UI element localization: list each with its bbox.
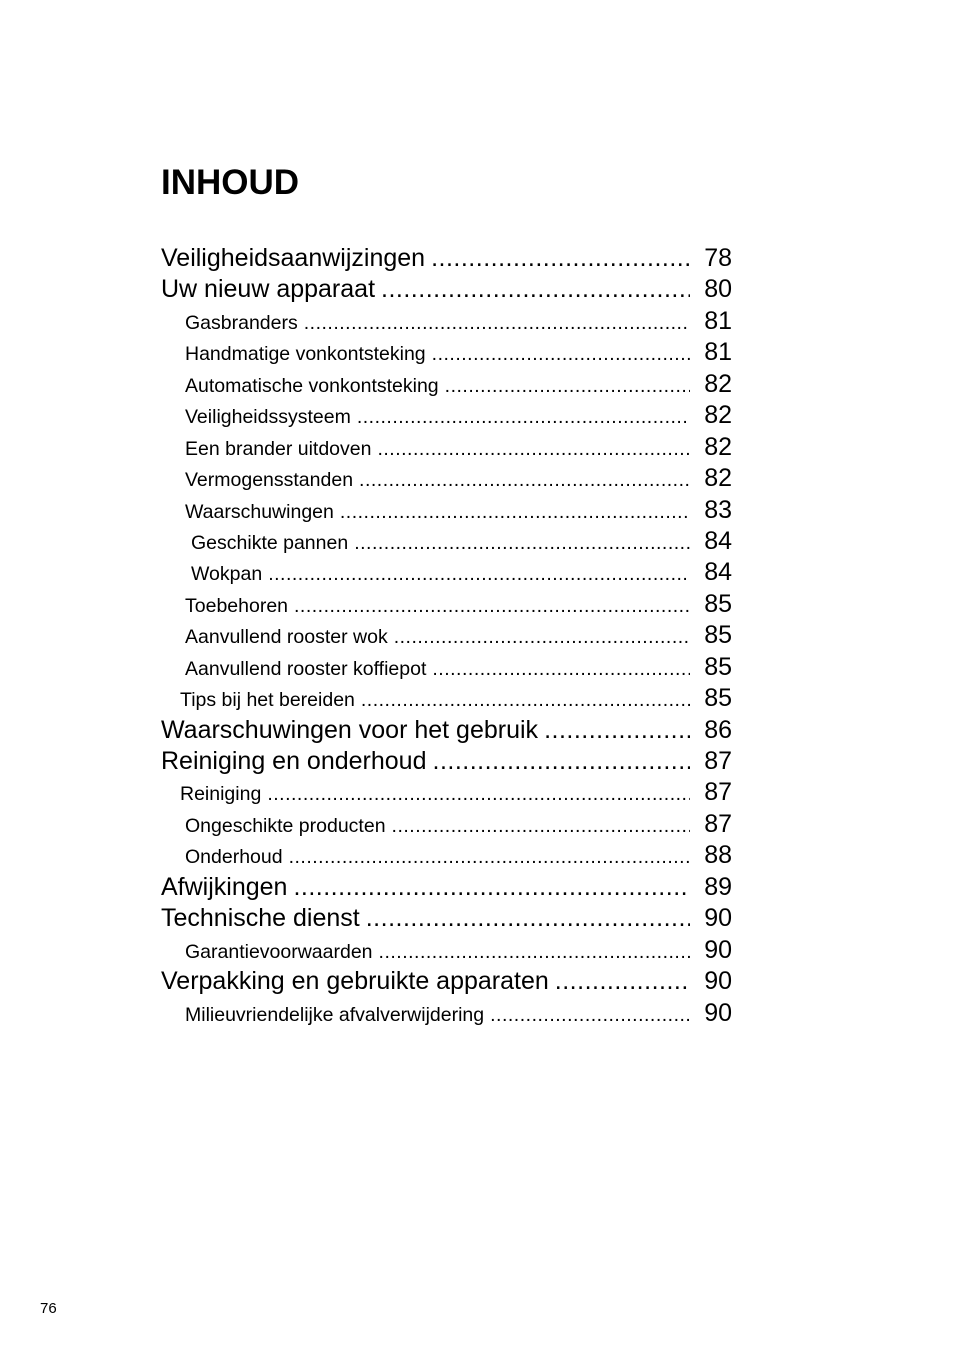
toc-entry-page: 87: [704, 747, 732, 775]
toc-entry: [0, 621, 954, 652]
toc-dot-leader: [490, 1004, 690, 1027]
toc-entry-label: Veiligheidsaanwijzingen: [161, 244, 426, 272]
toc-entry-label: Ongeschikte producten: [185, 814, 386, 837]
toc-entry: [0, 590, 954, 621]
toc-entry-label: Verpakking en gebruikte apparaten: [161, 967, 549, 996]
toc-entry-page: 83: [704, 495, 732, 524]
toc-entry-label: Aanvullend rooster koffiepot: [185, 657, 427, 680]
page-title: INHOUD: [161, 163, 300, 202]
toc-entry: [0, 999, 954, 1030]
toc-entry: [0, 747, 954, 778]
toc-entry-page: 81: [704, 306, 732, 335]
toc-entry: [0, 338, 954, 369]
toc-entry-label: Toebehoren: [185, 594, 289, 617]
toc-entry-label: Onderhoud: [185, 846, 283, 869]
toc-dot-leader: [294, 595, 690, 618]
toc-entry: [0, 401, 954, 432]
toc-entry-label: Technische dienst: [161, 904, 360, 933]
toc-entry: [0, 967, 954, 998]
toc-dot-leader: [340, 501, 690, 524]
toc-entry: [0, 653, 954, 684]
toc-dot-leader: [544, 716, 690, 745]
toc-entry-page: 85: [704, 621, 732, 650]
toc-dot-leader: [431, 244, 690, 273]
toc-entry-label: Tips bij het bereiden: [180, 689, 355, 712]
toc-entry: [0, 275, 954, 306]
toc-entry-page: 85: [704, 652, 732, 681]
toc-entry-page: 82: [704, 369, 732, 398]
toc-entry: [0, 244, 954, 275]
toc-entry-page: 86: [704, 715, 732, 744]
toc-entry: [0, 716, 954, 747]
toc-entry-label: Handmatige vonkontsteking: [185, 343, 426, 366]
toc-entry-page: 78: [704, 244, 732, 272]
toc-entry-label: Wokpan: [191, 563, 263, 586]
toc-entry-label: Geschikte pannen: [191, 531, 349, 554]
toc-dot-leader: [354, 532, 690, 555]
toc-dot-leader: [289, 846, 690, 869]
toc-entry-label: Afwijkingen: [161, 872, 288, 901]
toc-entry-label: Reiniging en onderhoud: [161, 747, 427, 775]
toc-entry-page: 87: [704, 809, 732, 838]
toc-entry: [0, 307, 954, 338]
toc-dot-leader: [268, 563, 690, 586]
toc-entry-label: Een brander uitdoven: [185, 437, 372, 460]
toc-dot-leader: [304, 312, 690, 335]
toc-entry-label: Reiniging: [180, 783, 262, 806]
toc-entry-label: Milieuvriendelijke afvalverwijdering: [185, 1003, 485, 1026]
toc-entry-label: Aanvullend rooster wok: [185, 626, 388, 649]
toc-dot-leader: [392, 815, 690, 838]
toc-entry-page: 84: [704, 526, 732, 555]
toc-entry: [0, 778, 954, 809]
toc-entry-label: Automatische vonkontsteking: [185, 374, 439, 397]
toc-entry-page: 89: [704, 872, 732, 901]
toc-entry-page: 90: [704, 935, 732, 964]
toc-entry-page: 82: [704, 432, 732, 461]
toc-entry: [0, 370, 954, 401]
toc-entry-page: 90: [704, 998, 732, 1027]
toc-entry-page: 87: [704, 778, 732, 807]
toc-dot-leader: [366, 904, 690, 933]
toc-entry: [0, 496, 954, 527]
toc-entry-label: Vermogensstanden: [185, 469, 354, 492]
toc-dot-leader: [432, 343, 690, 366]
toc-dot-leader: [555, 967, 690, 996]
toc-entry-label: Uw nieuw apparaat: [161, 275, 376, 304]
toc-dot-leader: [359, 469, 690, 492]
toc-entry: [0, 904, 954, 935]
toc-entry-label: Veiligheidssysteem: [185, 406, 351, 429]
toc-entry-label: Gasbranders: [185, 311, 298, 334]
toc-entry-page: 90: [704, 904, 732, 933]
toc-entry-page: 81: [704, 338, 732, 367]
toc-dot-leader: [381, 275, 690, 304]
toc-entry-page: 85: [704, 684, 732, 713]
page-number: 76: [40, 1300, 57, 1317]
toc-entry: [0, 810, 954, 841]
toc-entry-label: Waarschuwingen voor het gebruik: [161, 715, 539, 744]
toc-entry: [0, 464, 954, 495]
toc-dot-leader: [377, 438, 690, 461]
toc-entry: [0, 433, 954, 464]
toc-entry-page: 88: [704, 841, 732, 870]
toc-entry-label: Garantievoorwaarden: [185, 940, 373, 963]
toc-entry-page: 85: [704, 589, 732, 618]
toc-entry: [0, 936, 954, 967]
toc-entry-page: 84: [704, 558, 732, 587]
toc-entry: [0, 684, 954, 715]
toc-entry: [0, 558, 954, 589]
toc-entry-label: Waarschuwingen: [185, 500, 334, 523]
toc-entry: [0, 527, 954, 558]
toc-dot-leader: [357, 406, 690, 429]
toc-entry: [0, 873, 954, 904]
toc-entry-page: 82: [704, 464, 732, 493]
toc-dot-leader: [379, 941, 690, 964]
toc-entry: [0, 841, 954, 872]
toc-entry-page: 82: [704, 401, 732, 430]
toc-entry-page: 80: [704, 275, 732, 304]
toc-entry-page: 90: [704, 967, 732, 996]
toc-dot-leader: [394, 626, 690, 649]
toc-dot-leader: [445, 375, 690, 398]
table-of-contents: [0, 244, 954, 1030]
toc-dot-leader: [267, 783, 690, 806]
toc-dot-leader: [433, 747, 691, 776]
toc-dot-leader: [293, 873, 690, 902]
toc-dot-leader: [361, 689, 690, 712]
toc-dot-leader: [432, 658, 690, 681]
